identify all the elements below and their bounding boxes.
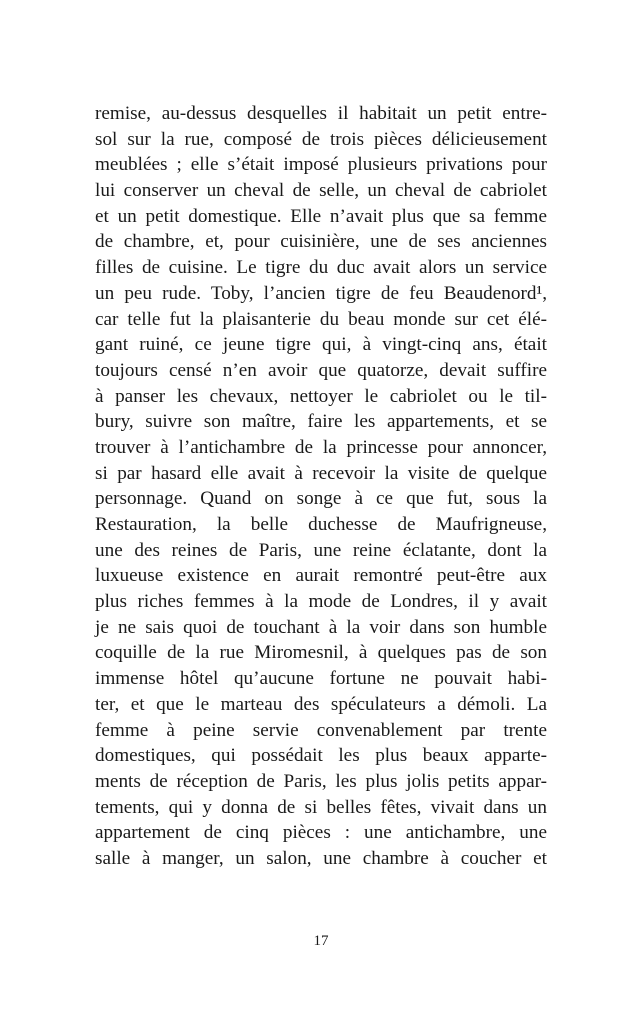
text-line: meublées ; elle s’était imposé plusieurs privations pour (95, 154, 547, 176)
text-line: à panser les chevaux, nettoyer le cabriolet ou le til- (95, 385, 547, 407)
text-line: lui conserver un cheval de selle, un cheval de cabriolet (95, 180, 547, 202)
text-line: gant ruiné, ce jeune tigre qui, à vingt-cinq ans, était (95, 334, 547, 356)
text-line: salle à manger, un salon, une chambre à coucher et (95, 847, 547, 869)
text-line: Restauration, la belle duchesse de Maufrigneuse, (95, 514, 547, 535)
text-line: bury, suivre son maître, faire les appartements, et se (95, 411, 547, 433)
text-line: luxueuse existence en aurait remontré peut-être aux (95, 565, 547, 587)
text-line: trouver à l’antichambre de la princesse pour annoncer, (95, 436, 547, 458)
text-line: immense hôtel qu’aucune fortune ne pouvait habi- (95, 668, 547, 690)
text-line: sol sur la rue, composé de trois pièces délicieusement (95, 128, 547, 150)
text-line: ments de réception de Paris, les plus jolis petits appar- (95, 770, 547, 792)
text-line: car telle fut la plaisanterie du beau monde sur cet élé- (95, 308, 547, 330)
text-line: plus riches femmes à la mode de Londres, il y avait (95, 591, 547, 613)
text-line: femme à peine servie convenablement par trente (95, 719, 547, 741)
text-line: domestiques, qui possédait les plus beaux apparte- (95, 745, 547, 767)
text-line: ter, et que le marteau des spéculateurs a démoli. La (95, 693, 547, 715)
text-line: toujours censé n’en avoir que quatorze, devait suffire (95, 359, 547, 381)
text-line: de chambre, et, pour cuisinière, une de ses anciennes (95, 231, 547, 253)
text-line: une des reines de Paris, une reine éclatante, dont la (95, 539, 547, 561)
text-line: et un petit domestique. Elle n’avait plus que sa femme (95, 205, 547, 227)
text-line: personnage. Quand on songe à ce que fut, sous la (95, 488, 547, 510)
text-line: coquille de la rue Miromesnil, à quelques pas de son (95, 642, 547, 664)
text-line: remise, au-dessus desquelles il habitait un petit entre- (95, 103, 547, 124)
body-text (95, 101, 547, 872)
text-line: je ne sais quoi de touchant à la voir dans son humble (95, 616, 547, 638)
text-line: si par hasard elle avait à recevoir la visite de quelque (95, 462, 547, 484)
text-line: tements, qui y donna de si belles fêtes, vivait dans un (95, 796, 547, 818)
page-number: 17 (313, 933, 329, 949)
text-line: appartement de cinq pièces : une antichambre, une (95, 822, 547, 844)
text-line: un peu rude. Toby, l’ancien tigre de feu Beaudenord¹, (95, 282, 547, 304)
text-line: filles de cuisine. Le tigre du duc avait alors un service (95, 257, 547, 279)
